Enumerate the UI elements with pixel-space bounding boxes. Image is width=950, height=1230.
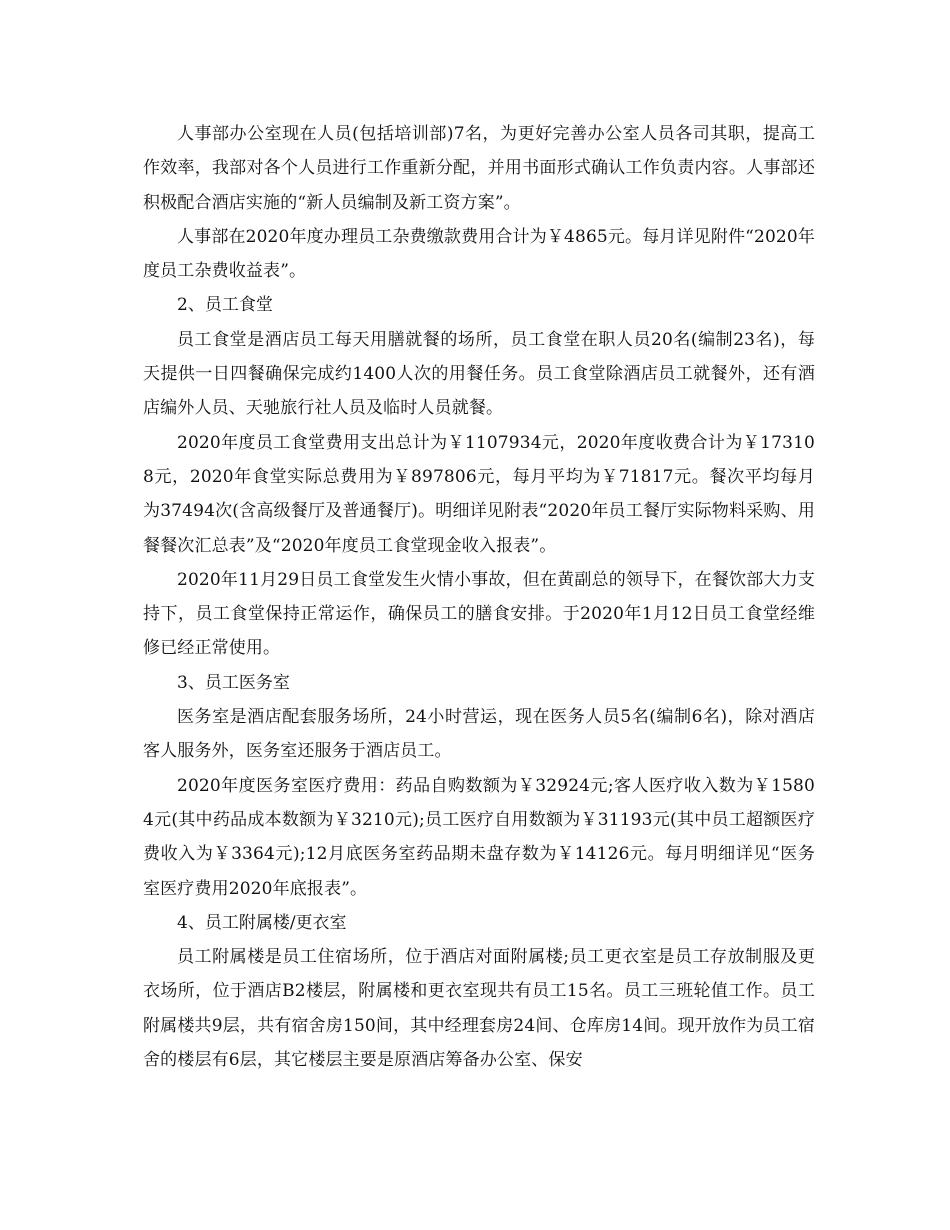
section-heading-clinic: 3、员工医务室	[177, 672, 290, 693]
paragraph-canteen-intro: 员工食堂是酒店员工每天用膳就餐的场所，员工食堂在职人员20名(编制23名)，每天提供一日四餐确保完成约1400人次的用餐任务。员工食堂除酒店员工就餐外，还有酒店编外人员、天驰旅行社人员及临时人员就餐。	[143, 329, 815, 419]
section-heading-staff-canteen: 2、员工食堂	[177, 295, 273, 316]
paragraph-clinic-expenses: 2020年度医务室医疗费用：药品自购数额为￥32924元;客人医疗收入数为￥15804元(其中药品成本数额为￥3210元);员工医疗自用数额为￥31193元(其中员工超额医疗费收入为￥3364元);12月底医务室药品期未盘存数为￥14126元。每月明细详见“医务室医疗费用2020年底报表”。	[143, 775, 815, 899]
paragraph-canteen-expenses: 2020年度员工食堂费用支出总计为￥1107934元，2020年度收费合计为￥173108元，2020年食堂实际总费用为￥897806元，每月平均为￥71817元。餐次平均每月为37494次(含高级餐厅及普通餐厅)。明细详见附表“2020年员工餐厅实际物料采购、用餐餐次汇总表”及“2020年度员工食堂现金收入报表”。	[143, 432, 815, 556]
paragraph-canteen-incident: 2020年11月29日员工食堂发生火情小事故，但在黄副总的领导下，在餐饮部大力支持下，员工食堂保持正常运作，确保员工的膳食安排。于2020年1月12日员工食堂经维修已经正常使用。	[143, 569, 815, 659]
paragraph-clinic-intro: 医务室是酒店配套服务场所，24小时营运，现在医务人员5名(编制6名)，除对酒店客人服务外，医务室还服务于酒店员工。	[143, 707, 815, 762]
document-body	[143, 117, 815, 1077]
paragraph-hr-fees: 人事部在2020年度办理员工杂费缴款费用合计为￥4865元。每月详见附件“2020年度员工杂费收益表”。	[143, 226, 815, 282]
paragraph-hr-office-staff: 人事部办公室现在人员(包括培训部)7名，为更好完善办公室人员各司其职，提高工作效率，我部对各个人员进行工作重新分配，并用书面形式确认工作负责内容。人事部还积极配合酒店实施的“新人员编制及新工资方案”。	[143, 124, 815, 213]
section-heading-dormitory: 4、员工附属楼/更衣室	[177, 912, 347, 933]
paragraph-dormitory-intro: 员工附属楼是员工住宿场所，位于酒店对面附属楼;员工更衣室是员工存放制服及更衣场所，位于酒店B2楼层，附属楼和更衣室现共有员工15名。员工三班轮值工作。员工附属楼共9层，共有宿舍房150间，其中经理套房24间、仓库房14间。现开放作为员工宿舍的楼层有6层，其它楼层主要是原酒店筹备办公室、保安	[143, 947, 815, 1071]
